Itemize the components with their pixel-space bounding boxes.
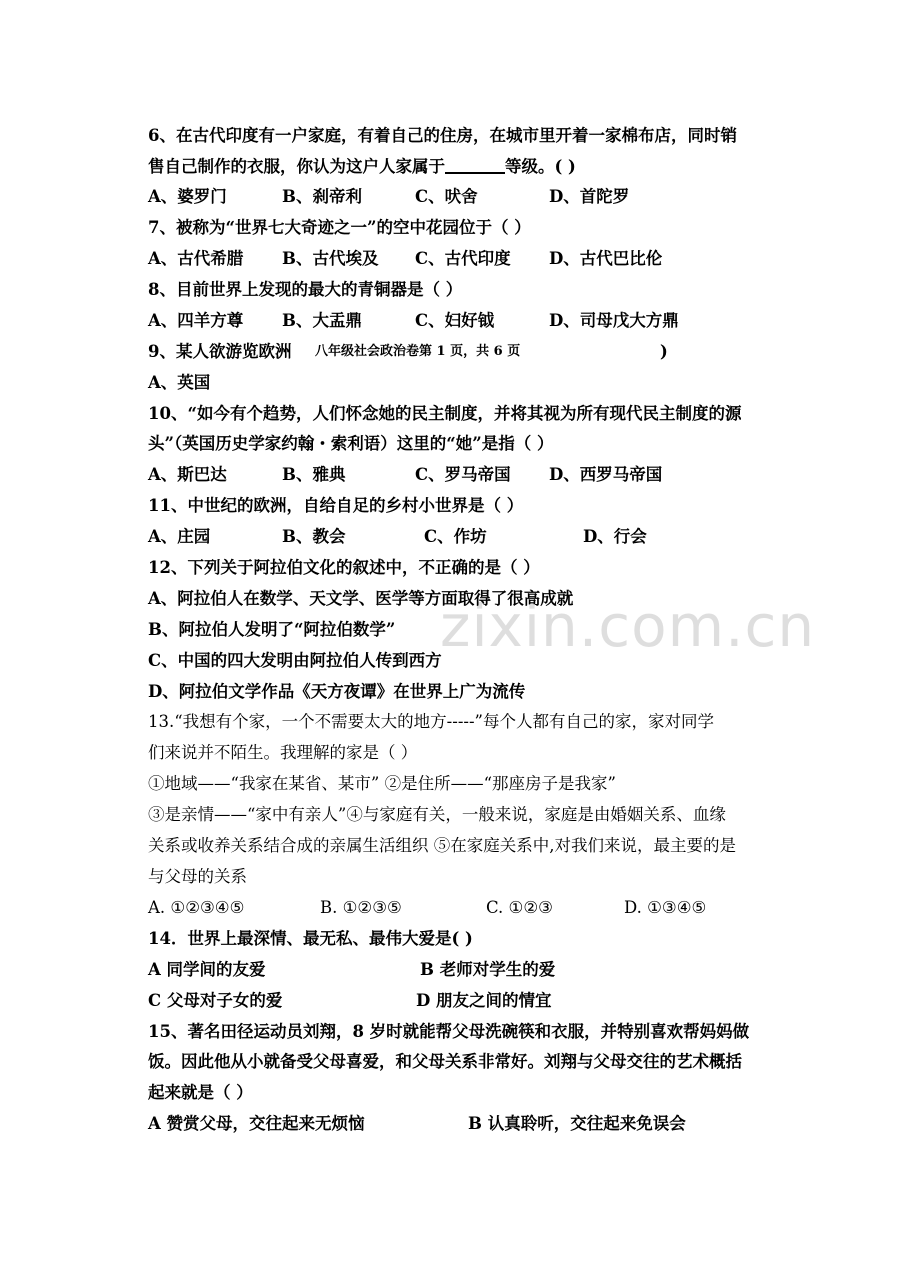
q8-option-c[interactable]: C、妇好钺 — [415, 311, 495, 330]
q8-options — [148, 311, 768, 331]
q12-option-a[interactable]: A、阿拉伯人在数学、天文学、医学等方面取得了很高成就 — [148, 589, 574, 608]
q8-stem: 8、目前世界上发现的最大的青铜器是（ ） — [148, 280, 463, 299]
q6-option-c[interactable]: C、吠舍 — [415, 187, 478, 206]
q13-options — [148, 898, 768, 918]
q12-stem: 12、下列关于阿拉伯文化的叙述中，不正确的是（ ） — [148, 558, 540, 577]
q15-option-a[interactable]: A 赞赏父母，交往起来无烦恼 — [148, 1114, 365, 1133]
q14-option-d[interactable]: D 朋友之间的情宜 — [416, 991, 552, 1010]
q7-option-b[interactable]: B、古代埃及 — [282, 249, 379, 268]
q9-stem: 9、某人欲游览欧洲 — [148, 342, 292, 361]
q14-option-b[interactable]: B 老师对学生的爱 — [420, 960, 556, 979]
q15-stem-line1: 15、著名田径运动员刘翔，8 岁时就能帮父母洗碗筷和衣服，并特别喜欢帮妈妈做 — [148, 1022, 750, 1041]
q12-option-d[interactable]: D、阿拉伯文学作品《天方夜谭》在世界上广为流传 — [148, 682, 526, 701]
q9-option-a[interactable]: A、英国 — [148, 373, 211, 392]
q15-option-b[interactable]: B 认真聆听，交往起来免误会 — [468, 1114, 686, 1133]
q6-option-b[interactable]: B、刹帝利 — [282, 187, 362, 206]
q13-stem-line1: 13.“我想有个家，一个不需要太大的地方-----”每个人都有自己的家，家对同学 — [148, 712, 714, 731]
q14-options-row2 — [148, 991, 768, 1011]
q10-stem-line1: 10、“如今有个趋势，人们怀念她的民主制度，并将其视为所有现代民主制度的源 — [148, 404, 742, 423]
q14-option-a[interactable]: A 同学间的友爱 — [148, 960, 266, 979]
q10-stem-line2: 头”（英国历史学家约翰・索利语）这里的“她”是指（ ） — [148, 434, 554, 453]
q13-option-d[interactable]: D. ①③④⑤ — [624, 898, 707, 917]
q11-option-c[interactable]: C、作坊 — [424, 527, 487, 546]
q7-options — [148, 249, 768, 269]
q15-options — [148, 1114, 768, 1134]
page-footer: 八年级社会政治卷第 1 页，共 6 页 — [311, 342, 566, 362]
q12-option-c[interactable]: C、中国的四大发明由阿拉伯人传到西方 — [148, 651, 442, 670]
q8-option-b[interactable]: B、大盂鼎 — [282, 311, 362, 330]
q10-option-d[interactable]: D、西罗马帝国 — [549, 465, 663, 484]
q11-options — [148, 527, 768, 547]
q6-option-a[interactable]: A、婆罗门 — [148, 187, 227, 206]
q12-option-b[interactable]: B、阿拉伯人发明了“阿拉伯数学” — [148, 620, 396, 639]
q13-stem-line5: 关系或收养关系结合成的亲属生活组织 ⑤在家庭关系中,对我们来说，最主要的是 — [148, 836, 736, 855]
q14-option-c[interactable]: C 父母对子女的爱 — [148, 991, 283, 1010]
watermark-text: zixin.com.cn — [440, 592, 816, 660]
q6-option-d[interactable]: D、首陀罗 — [549, 187, 630, 206]
q6-options — [148, 187, 768, 207]
q7-stem: 7、被称为“世界七大奇迹之一”的空中花园位于（ ） — [148, 218, 531, 237]
q11-option-b[interactable]: B、教会 — [282, 527, 346, 546]
q10-option-c[interactable]: C、罗马帝国 — [415, 465, 511, 484]
q9-options-obscured — [250, 372, 620, 386]
q7-option-a[interactable]: A、古代希腊 — [148, 249, 244, 268]
q10-option-b[interactable]: B、雅典 — [282, 465, 346, 484]
q14-options-row1 — [148, 960, 768, 980]
q7-option-c[interactable]: C、古代印度 — [415, 249, 511, 268]
q15-stem-line3: 起来就是（ ） — [148, 1083, 253, 1102]
q8-option-d[interactable]: D、司母戊大方鼎 — [549, 311, 679, 330]
q11-option-d[interactable]: D、行会 — [583, 527, 647, 546]
q13-stem-line2: 们来说并不陌生。我理解的家是（ ） — [148, 743, 418, 762]
q13-option-c[interactable]: C. ①②③ — [486, 898, 553, 917]
q10-option-a[interactable]: A、斯巴达 — [148, 465, 227, 484]
q6-stem-text: 售自己制作的衣服，你认为这户人家属于 — [148, 157, 445, 176]
q9-stem-end: ) — [660, 342, 668, 361]
q15-stem-line2: 饭。因此他从小就备受父母喜爱，和父母关系非常好。刘翔与父母交往的艺术概括 — [148, 1052, 742, 1071]
answer-blank[interactable] — [445, 156, 505, 174]
q13-stem-line6: 与父母的关系 — [148, 867, 247, 886]
q7-option-d[interactable]: D、古代巴比伦 — [549, 249, 663, 268]
q14-stem: 14．世界上最深情、最无私、最伟大爱是( ) — [148, 929, 473, 948]
q11-stem: 11、中世纪的欧洲，自给自足的乡村小世界是（ ） — [148, 496, 524, 515]
q6-stem-tail: 等级。( ) — [505, 157, 576, 176]
q13-stem-line4: ③是亲情——“家中有亲人”④与家庭有关，一般来说，家庭是由婚姻关系、血缘 — [148, 805, 726, 824]
q6-stem-line2 — [148, 156, 576, 177]
q6-stem-line1: 6、在古代印度有一户家庭，有着自己的住房，在城市里开着一家棉布店，同时销 — [148, 126, 737, 145]
q13-option-b[interactable]: B. ①②③⑤ — [320, 898, 402, 917]
q13-option-a[interactable]: A. ①②③④⑤ — [148, 898, 245, 917]
q11-option-a[interactable]: A、庄园 — [148, 527, 211, 546]
q13-stem-line3: ①地域——“我家在某省、某市” ②是住所——“那座房子是我家” — [148, 774, 616, 793]
q10-options — [148, 465, 768, 485]
q8-option-a[interactable]: A、四羊方尊 — [148, 311, 244, 330]
